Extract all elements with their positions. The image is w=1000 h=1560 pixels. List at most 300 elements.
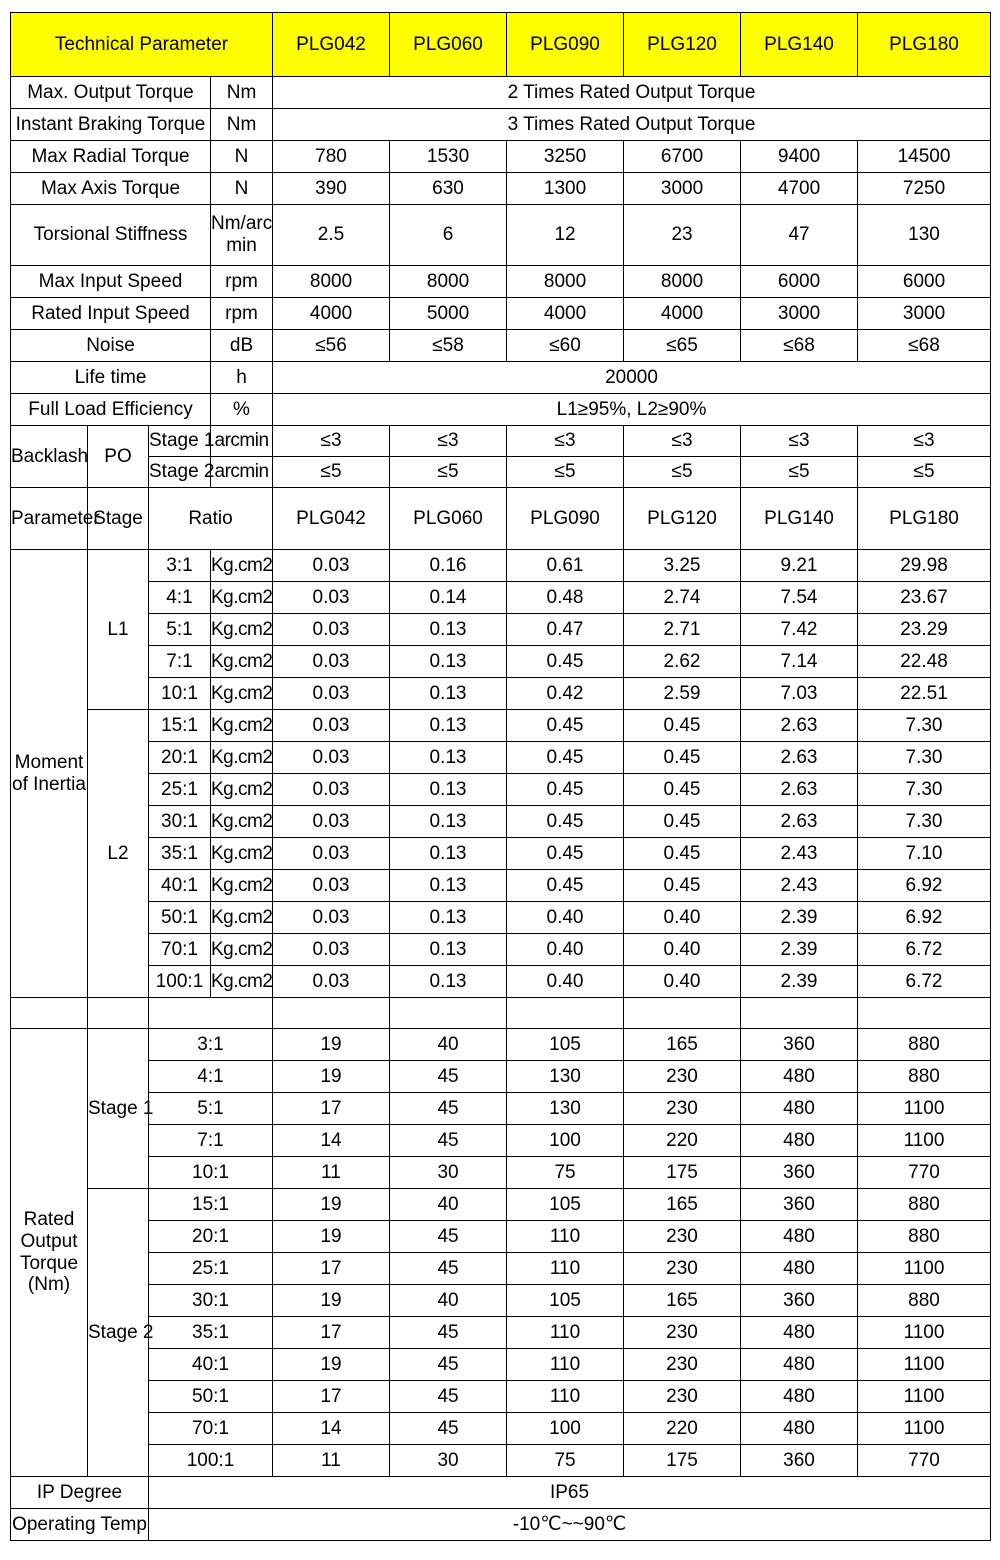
model-header: PLG090 — [507, 13, 624, 77]
value-cell: 30 — [390, 1445, 507, 1477]
value-cell: 19 — [273, 1029, 390, 1061]
model-header: PLG180 — [858, 488, 991, 550]
value-cell: 360 — [741, 1189, 858, 1221]
value-cell: 0.03 — [273, 550, 390, 582]
value-cell: 2.39 — [741, 902, 858, 934]
ratio-cell: 15:1 — [149, 710, 211, 742]
value-cell: 0.03 — [273, 646, 390, 678]
value-cell: 110 — [507, 1253, 624, 1285]
ratio-cell: 4:1 — [149, 582, 211, 614]
value-cell: 230 — [624, 1253, 741, 1285]
value-cell: 130 — [507, 1061, 624, 1093]
value-cell: 3000 — [624, 173, 741, 205]
rated-torque-row — [11, 1221, 991, 1253]
value-cell: 0.40 — [624, 966, 741, 998]
value-cell: 2.39 — [741, 934, 858, 966]
value-cell: 7250 — [858, 173, 991, 205]
value-cell: 630 — [390, 173, 507, 205]
value-cell: 0.40 — [624, 934, 741, 966]
value-cell: 2.63 — [741, 806, 858, 838]
value-cell: 2.71 — [624, 614, 741, 646]
value-cell: 130 — [507, 1093, 624, 1125]
value-cell: 17 — [273, 1317, 390, 1349]
value-cell: 1100 — [858, 1413, 991, 1445]
value-cell: 17 — [273, 1093, 390, 1125]
value-cell: 0.45 — [507, 742, 624, 774]
value-cell: 780 — [273, 141, 390, 173]
value-cell: ≤3 — [624, 426, 741, 457]
unit-cell: Kg.cm2 — [211, 902, 273, 934]
ratio-cell: 35:1 — [149, 838, 211, 870]
header-row — [11, 13, 991, 77]
value-cell: 0.13 — [390, 870, 507, 902]
value-cell: 12 — [507, 205, 624, 266]
life-time-row — [11, 362, 991, 394]
value-cell: 4000 — [507, 298, 624, 330]
value-cell: 4000 — [624, 298, 741, 330]
value-cell: 6.92 — [858, 870, 991, 902]
unit-line: min — [226, 235, 257, 256]
value-cell: 6000 — [858, 266, 991, 298]
row-label: Max Radial Torque — [11, 141, 211, 173]
ratio-cell: 70:1 — [149, 1413, 273, 1445]
model-header: PLG042 — [273, 13, 390, 77]
value-cell: 480 — [741, 1125, 858, 1157]
value-cell: 17 — [273, 1381, 390, 1413]
merged-value-cell: L1≥95%, L2≥90% — [273, 394, 991, 426]
value-cell: 19 — [273, 1061, 390, 1093]
model-header: PLG180 — [858, 13, 991, 77]
empty-cell — [624, 998, 741, 1029]
value-cell: 6000 — [741, 266, 858, 298]
value-cell: 0.45 — [507, 870, 624, 902]
ratio-cell: 10:1 — [149, 1157, 273, 1189]
max-axis-torque-row — [11, 173, 991, 205]
value-cell: 230 — [624, 1093, 741, 1125]
unit-cell: arcmin — [211, 457, 273, 488]
stage-cell: Stage 1 — [149, 426, 211, 457]
ratio-cell: 10:1 — [149, 678, 211, 710]
value-cell: ≤58 — [390, 330, 507, 362]
inertia-row — [11, 710, 991, 742]
value-cell: 175 — [624, 1157, 741, 1189]
rated-torque-row — [11, 1157, 991, 1189]
ratio-cell: 25:1 — [149, 774, 211, 806]
model-header: PLG090 — [507, 488, 624, 550]
value-cell: 6 — [390, 205, 507, 266]
value-cell: 0.03 — [273, 966, 390, 998]
value-cell: 3000 — [858, 298, 991, 330]
stage-cell: Stage 2 — [149, 457, 211, 488]
value-cell: 6700 — [624, 141, 741, 173]
value-cell: 2.74 — [624, 582, 741, 614]
unit-cell: N — [211, 173, 273, 205]
value-cell: 7.30 — [858, 742, 991, 774]
row-label: Max Input Speed — [11, 266, 211, 298]
value-cell: 1300 — [507, 173, 624, 205]
ratio-cell: 3:1 — [149, 1029, 273, 1061]
ratio-cell: 50:1 — [149, 1381, 273, 1413]
value-cell: 480 — [741, 1381, 858, 1413]
backlash-row — [11, 426, 991, 457]
inertia-row — [11, 646, 991, 678]
rated-torque-row — [11, 1125, 991, 1157]
rated-torque-row — [11, 1093, 991, 1125]
value-cell: 2.63 — [741, 742, 858, 774]
value-cell: 770 — [858, 1157, 991, 1189]
value-cell: 1100 — [858, 1381, 991, 1413]
model-header: PLG140 — [741, 488, 858, 550]
inertia-row — [11, 966, 991, 998]
value-cell: 45 — [390, 1093, 507, 1125]
value-cell: 165 — [624, 1285, 741, 1317]
ratio-cell: 40:1 — [149, 870, 211, 902]
value-cell: 0.13 — [390, 742, 507, 774]
value-cell: 480 — [741, 1093, 858, 1125]
value-cell: 110 — [507, 1221, 624, 1253]
value-cell: ≤5 — [390, 457, 507, 488]
value-cell: 0.13 — [390, 646, 507, 678]
spacer-row — [11, 998, 991, 1029]
value-cell: 7.03 — [741, 678, 858, 710]
value-cell: 19 — [273, 1189, 390, 1221]
merged-value-cell: IP65 — [149, 1477, 991, 1509]
value-cell: 23.67 — [858, 582, 991, 614]
max-output-torque-row — [11, 77, 991, 109]
rated-torque-row — [11, 1317, 991, 1349]
ratio-cell: 15:1 — [149, 1189, 273, 1221]
value-cell: 8000 — [624, 266, 741, 298]
section-header-row — [11, 488, 991, 550]
value-cell: 880 — [858, 1285, 991, 1317]
value-cell: 0.45 — [624, 742, 741, 774]
value-cell: ≤68 — [741, 330, 858, 362]
empty-cell — [858, 998, 991, 1029]
value-cell: 1100 — [858, 1349, 991, 1381]
ip-degree-row — [11, 1477, 991, 1509]
model-header: PLG120 — [624, 488, 741, 550]
value-cell: 1100 — [858, 1317, 991, 1349]
inertia-row — [11, 934, 991, 966]
value-cell: 100 — [507, 1413, 624, 1445]
value-cell: 19 — [273, 1285, 390, 1317]
merged-value-cell: -10℃~~90℃ — [149, 1509, 991, 1541]
value-cell: 0.13 — [390, 838, 507, 870]
inertia-row — [11, 550, 991, 582]
value-cell: 14500 — [858, 141, 991, 173]
empty-cell — [390, 998, 507, 1029]
value-cell: ≤56 — [273, 330, 390, 362]
value-cell: 7.42 — [741, 614, 858, 646]
value-cell: 480 — [741, 1413, 858, 1445]
value-cell: 770 — [858, 1445, 991, 1477]
ratio-cell: 7:1 — [149, 646, 211, 678]
value-cell: 1530 — [390, 141, 507, 173]
value-cell: ≤5 — [858, 457, 991, 488]
value-cell: 0.45 — [624, 774, 741, 806]
ratio-cell: 30:1 — [149, 806, 211, 838]
row-label: Max. Output Torque — [11, 77, 211, 109]
value-cell: 0.13 — [390, 710, 507, 742]
value-cell: 480 — [741, 1061, 858, 1093]
ratio-cell: 25:1 — [149, 1253, 273, 1285]
value-cell: 6.92 — [858, 902, 991, 934]
value-cell: 7.30 — [858, 710, 991, 742]
value-cell: 40 — [390, 1189, 507, 1221]
ratio-cell: 35:1 — [149, 1317, 273, 1349]
value-cell: 0.03 — [273, 710, 390, 742]
empty-cell — [507, 998, 624, 1029]
value-cell: 220 — [624, 1413, 741, 1445]
unit-cell: N — [211, 141, 273, 173]
ratio-cell: 20:1 — [149, 1221, 273, 1253]
value-cell: ≤65 — [624, 330, 741, 362]
inertia-label-line: of Inertia — [12, 773, 86, 795]
value-cell: 2.62 — [624, 646, 741, 678]
rated-torque-row — [11, 1381, 991, 1413]
value-cell: 2.43 — [741, 838, 858, 870]
inertia-row — [11, 742, 991, 774]
value-cell: 7.30 — [858, 774, 991, 806]
value-cell: 480 — [741, 1317, 858, 1349]
row-label: Operating Temp — [11, 1509, 149, 1541]
rated-torque-row — [11, 1189, 991, 1221]
inertia-row — [11, 902, 991, 934]
empty-cell — [149, 998, 273, 1029]
empty-cell — [741, 998, 858, 1029]
value-cell: 0.03 — [273, 614, 390, 646]
value-cell: 75 — [507, 1445, 624, 1477]
value-cell: 2.39 — [741, 966, 858, 998]
value-cell: 2.43 — [741, 870, 858, 902]
backlash-sub: PO — [88, 426, 149, 488]
value-cell: 7.54 — [741, 582, 858, 614]
merged-value-cell: 20000 — [273, 362, 991, 394]
rated-torque-row — [11, 1349, 991, 1381]
row-label: IP Degree — [11, 1477, 149, 1509]
value-cell: 0.03 — [273, 582, 390, 614]
value-cell: 0.13 — [390, 806, 507, 838]
value-cell: 360 — [741, 1285, 858, 1317]
row-label: Life time — [11, 362, 211, 394]
value-cell: 11 — [273, 1445, 390, 1477]
ratio-cell: 7:1 — [149, 1125, 273, 1157]
unit-cell: Kg.cm2 — [211, 582, 273, 614]
value-cell: 105 — [507, 1285, 624, 1317]
value-cell: 0.14 — [390, 582, 507, 614]
unit-cell: arcmin — [211, 426, 273, 457]
value-cell: 1100 — [858, 1093, 991, 1125]
value-cell: 17 — [273, 1253, 390, 1285]
rated-torque-row — [11, 1061, 991, 1093]
rated-torque-label-line: Rated — [23, 1208, 75, 1230]
value-cell: 0.45 — [624, 870, 741, 902]
section-header-parameter: Parameter — [11, 488, 88, 550]
unit-cell — [211, 205, 273, 266]
model-header: PLG140 — [741, 13, 858, 77]
value-cell: 11 — [273, 1157, 390, 1189]
value-cell: 3250 — [507, 141, 624, 173]
value-cell: 0.03 — [273, 742, 390, 774]
section-header-stage: Stage — [88, 488, 149, 550]
value-cell: 105 — [507, 1189, 624, 1221]
inertia-label-line: Moment — [14, 751, 84, 773]
inertia-row — [11, 614, 991, 646]
value-cell: 3000 — [741, 298, 858, 330]
value-cell: 7.10 — [858, 838, 991, 870]
unit-cell: Nm — [211, 109, 273, 141]
row-label: Instant Braking Torque — [11, 109, 211, 141]
stage-cell: Stage 1 — [88, 1029, 149, 1189]
value-cell: 2.63 — [741, 774, 858, 806]
ratio-cell: 4:1 — [149, 1061, 273, 1093]
value-cell: 0.42 — [507, 678, 624, 710]
value-cell: 0.13 — [390, 902, 507, 934]
value-cell: 0.16 — [390, 550, 507, 582]
rated-torque-label-line: Output — [20, 1230, 78, 1252]
ratio-cell: 100:1 — [149, 966, 211, 998]
ratio-cell: 20:1 — [149, 742, 211, 774]
model-header: PLG060 — [390, 13, 507, 77]
value-cell: 40 — [390, 1029, 507, 1061]
value-cell: 8000 — [390, 266, 507, 298]
torsional-stiffness-row — [11, 205, 991, 266]
value-cell: 30 — [390, 1157, 507, 1189]
value-cell: 8000 — [507, 266, 624, 298]
row-label: Max Axis Torque — [11, 173, 211, 205]
empty-cell — [11, 998, 88, 1029]
operating-temp-row — [11, 1509, 991, 1541]
value-cell: 230 — [624, 1061, 741, 1093]
value-cell: ≤3 — [741, 426, 858, 457]
ratio-cell: 40:1 — [149, 1349, 273, 1381]
value-cell: 14 — [273, 1413, 390, 1445]
backlash-label: Backlash — [11, 426, 88, 488]
rated-torque-row — [11, 1285, 991, 1317]
rated-torque-label-line: Torque — [19, 1252, 79, 1274]
unit-cell: Kg.cm2 — [211, 870, 273, 902]
row-label: Noise — [11, 330, 211, 362]
value-cell: 40 — [390, 1285, 507, 1317]
ratio-cell: 30:1 — [149, 1285, 273, 1317]
value-cell: 230 — [624, 1349, 741, 1381]
unit-line: Nm/arc — [211, 213, 273, 235]
unit-cell: Kg.cm2 — [211, 934, 273, 966]
ratio-cell: 3:1 — [149, 550, 211, 582]
value-cell: 1100 — [858, 1125, 991, 1157]
unit-cell: Kg.cm2 — [211, 742, 273, 774]
unit-cell: dB — [211, 330, 273, 362]
value-cell: 390 — [273, 173, 390, 205]
value-cell: 0.03 — [273, 806, 390, 838]
value-cell: 0.13 — [390, 774, 507, 806]
value-cell: 22.51 — [858, 678, 991, 710]
value-cell: 0.61 — [507, 550, 624, 582]
backlash-row — [11, 457, 991, 488]
value-cell: 9400 — [741, 141, 858, 173]
ratio-cell: 70:1 — [149, 934, 211, 966]
value-cell: ≤5 — [273, 457, 390, 488]
value-cell: 14 — [273, 1125, 390, 1157]
value-cell: 110 — [507, 1317, 624, 1349]
inertia-row — [11, 806, 991, 838]
empty-cell — [88, 998, 149, 1029]
value-cell: 23.29 — [858, 614, 991, 646]
value-cell: 880 — [858, 1061, 991, 1093]
value-cell: 7.14 — [741, 646, 858, 678]
rated-torque-row — [11, 1445, 991, 1477]
unit-cell: Kg.cm2 — [211, 838, 273, 870]
row-label: Full Load Efficiency — [11, 394, 211, 426]
model-header: PLG042 — [273, 488, 390, 550]
model-header: PLG120 — [624, 13, 741, 77]
rated-torque-row — [11, 1253, 991, 1285]
value-cell: 45 — [390, 1381, 507, 1413]
inertia-row — [11, 774, 991, 806]
value-cell: 4000 — [273, 298, 390, 330]
ratio-cell: 5:1 — [149, 614, 211, 646]
value-cell: 75 — [507, 1157, 624, 1189]
model-header: PLG060 — [390, 488, 507, 550]
inertia-row — [11, 838, 991, 870]
value-cell: 0.03 — [273, 774, 390, 806]
header-title: Technical Parameter — [11, 13, 273, 77]
merged-value-cell: 3 Times Rated Output Torque — [273, 109, 991, 141]
value-cell: 0.40 — [507, 966, 624, 998]
value-cell: 0.40 — [507, 902, 624, 934]
value-cell: 0.45 — [624, 710, 741, 742]
value-cell: 175 — [624, 1445, 741, 1477]
stage-cell: L1 — [88, 550, 149, 710]
value-cell: 0.13 — [390, 966, 507, 998]
value-cell: 0.03 — [273, 678, 390, 710]
value-cell: 230 — [624, 1221, 741, 1253]
unit-cell: Kg.cm2 — [211, 774, 273, 806]
value-cell: 360 — [741, 1445, 858, 1477]
stage-cell: L2 — [88, 710, 149, 998]
merged-value-cell: 2 Times Rated Output Torque — [273, 77, 991, 109]
section-header-ratio: Ratio — [149, 488, 273, 550]
value-cell: 0.13 — [390, 614, 507, 646]
value-cell: 3.25 — [624, 550, 741, 582]
value-cell: 0.45 — [507, 838, 624, 870]
value-cell: 230 — [624, 1381, 741, 1413]
ratio-cell: 100:1 — [149, 1445, 273, 1477]
value-cell: 0.45 — [507, 710, 624, 742]
rated-input-speed-row — [11, 298, 991, 330]
value-cell: 45 — [390, 1125, 507, 1157]
value-cell: 1100 — [858, 1253, 991, 1285]
value-cell: 0.40 — [507, 934, 624, 966]
value-cell: 4700 — [741, 173, 858, 205]
rated-torque-label-line: (Nm) — [27, 1274, 71, 1296]
empty-cell — [273, 998, 390, 1029]
unit-cell: h — [211, 362, 273, 394]
unit-cell: Kg.cm2 — [211, 550, 273, 582]
value-cell: 0.45 — [507, 806, 624, 838]
max-radial-torque-row — [11, 141, 991, 173]
value-cell: 5000 — [390, 298, 507, 330]
stage-cell: Stage 2 — [88, 1189, 149, 1477]
value-cell: 19 — [273, 1221, 390, 1253]
value-cell: 0.45 — [507, 774, 624, 806]
value-cell: 29.98 — [858, 550, 991, 582]
value-cell: 45 — [390, 1349, 507, 1381]
value-cell: 0.40 — [624, 902, 741, 934]
ratio-cell: 50:1 — [149, 902, 211, 934]
unit-cell: Kg.cm2 — [211, 966, 273, 998]
value-cell: 480 — [741, 1349, 858, 1381]
